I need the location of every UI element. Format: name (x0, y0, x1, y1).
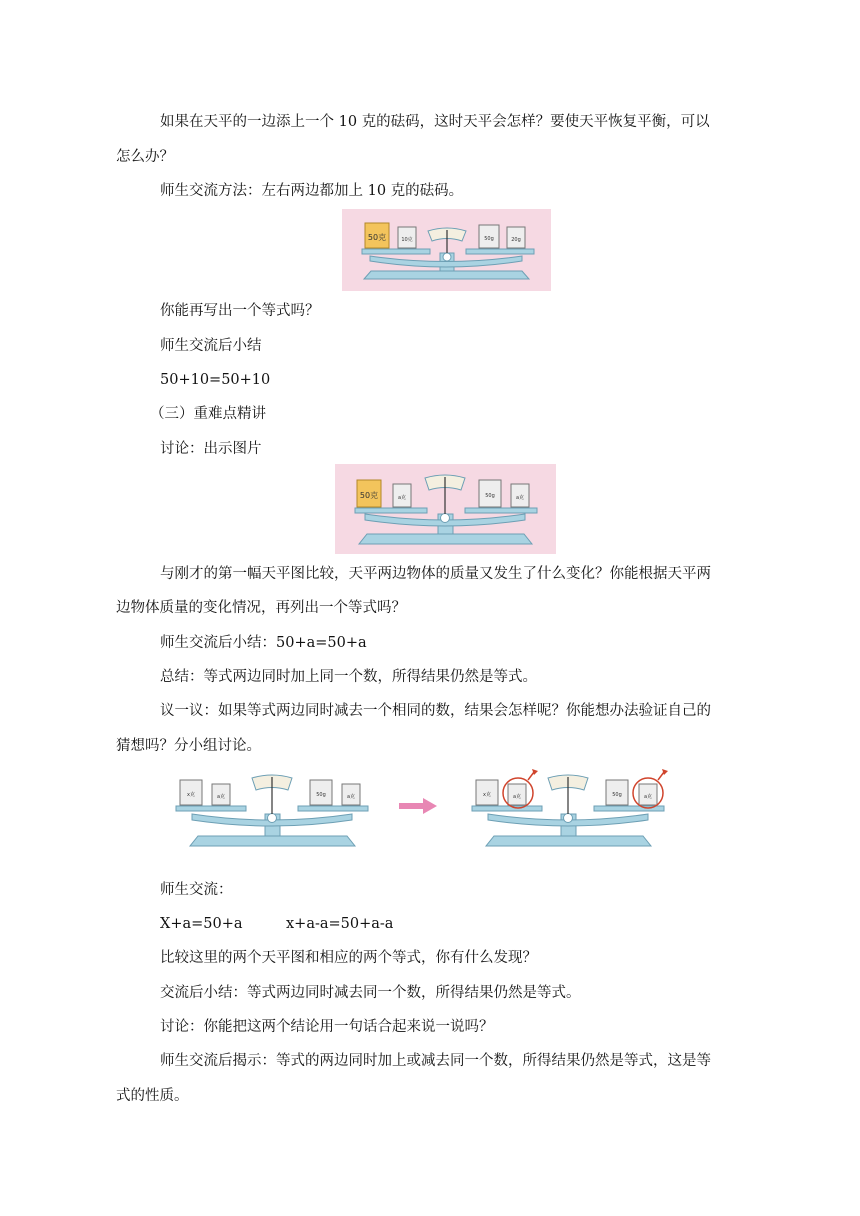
balance-figure-2 (335, 464, 556, 554)
weight-label: a克 (515, 495, 525, 501)
paragraph-21: 式的性质。 (116, 1088, 189, 1104)
weight-label: 50g (316, 792, 326, 798)
weight-label: 20g (511, 237, 521, 243)
balance-figure-1 (342, 209, 551, 291)
weight-label: x克 (187, 792, 195, 798)
right-arrow-icon (399, 798, 437, 814)
balance-figure-3 (170, 766, 375, 854)
paragraph-20: 师生交流后揭示：等式的两边同时加上或减去同一个数，所得结果仍然是等式，这是等 (160, 1053, 711, 1069)
weight-label: 50g (485, 493, 495, 499)
paragraph-4: 你能再写出一个等式吗？ (160, 303, 320, 319)
paragraph-14: 猜想吗？分小组讨论。 (116, 738, 261, 754)
paragraph-1: 如果在天平的一边添上一个 10 克的砝码，这时天平会怎样？要使天平恢复平衡，可以 (160, 114, 710, 130)
weight-label: a克 (643, 794, 653, 800)
paragraph-17: 比较这里的两个天平图和相应的两个等式，你有什么发现？ (160, 950, 537, 966)
section-heading: （三）重难点精讲 (150, 406, 266, 422)
paragraph-19: 讨论：你能把这两个结论用一句话合起来说一说吗？ (160, 1019, 494, 1035)
paragraph-8: 讨论：出示图片 (160, 441, 262, 457)
equation-3: x+a-a=50+a-a (286, 916, 394, 932)
paragraph-3: 师生交流方法：左右两边都加上 10 克的砝码。 (160, 183, 464, 199)
weight-label: a克 (216, 794, 226, 800)
block-label: 50克 (359, 491, 379, 500)
weight-label: x克 (483, 792, 491, 798)
paragraph-15: 师生交流： (160, 882, 233, 898)
paragraph-9: 与刚才的第一幅天平图比较，天平两边物体的质量又发生了什么变化？你能根据天平两 (160, 566, 711, 582)
paragraph-18: 交流后小结：等式两边同时减去同一个数，所得结果仍然是等式。 (160, 985, 581, 1001)
weight-label: a克 (397, 495, 407, 501)
weight-label: 10克 (401, 237, 413, 243)
block-label: 50克 (367, 233, 387, 242)
paragraph-2: 怎么办？ (116, 149, 174, 165)
weight-label: 50g (612, 792, 622, 798)
paragraph-11: 师生交流后小结：50+a=50+a (160, 635, 367, 651)
weight-label: a克 (512, 794, 522, 800)
balance-figure-4 (466, 766, 671, 854)
paragraph-13: 议一议：如果等式两边同时减去一个相同的数，结果会怎样呢？你能想办法验证自己的 (160, 703, 711, 719)
weight-label: 50g (484, 236, 494, 242)
paragraph-10: 边物体质量的变化情况，再列出一个等式吗？ (116, 600, 406, 616)
paragraph-12: 总结：等式两边同时加上同一个数，所得结果仍然是等式。 (160, 669, 537, 685)
equation-2: X+a=50+a (160, 916, 243, 932)
weight-label: a克 (346, 794, 356, 800)
paragraph-5: 师生交流后小结 (160, 338, 262, 354)
equation-1: 50+10=50+10 (160, 372, 271, 388)
